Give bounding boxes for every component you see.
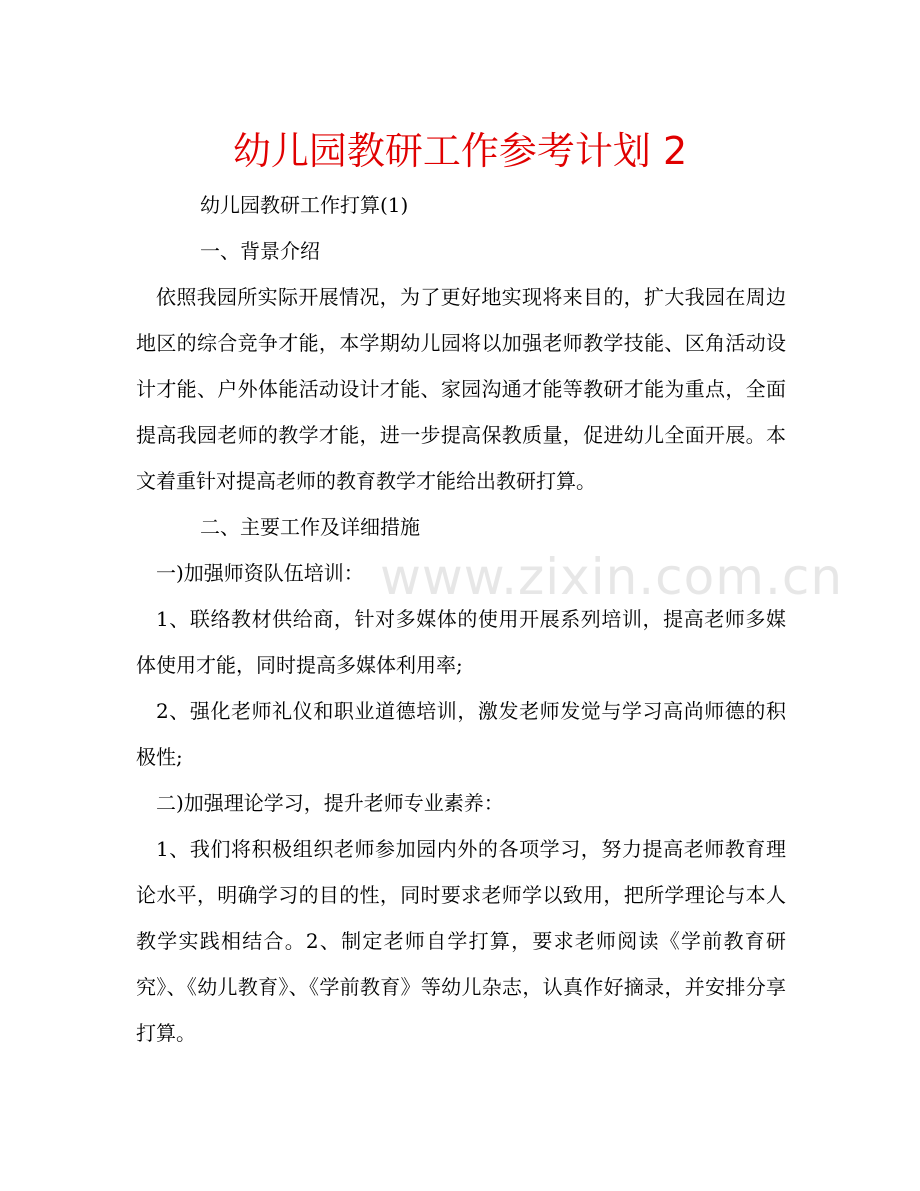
section-heading: 一、背景介绍 bbox=[200, 239, 320, 263]
document-title: 幼儿园教研工作参考计划 2 bbox=[232, 129, 688, 173]
section-heading: 幼儿园教研工作打算(1) bbox=[200, 193, 409, 217]
body-paragraph: 1、联络教材供给商，针对多媒体的使用开展系列培训，提高老师多媒体使用才能，同时提高多媒体利用率; bbox=[136, 607, 786, 677]
watermark: www.zixin.com.cn bbox=[380, 548, 844, 606]
body-paragraph: 1、我们将积极组织老师参加园内外的各项学习，努力提高老师教育理论水平，明确学习的目的性，同时要求老师学以致用，把所学理论与本人教学实践相结合。2、制定老师自学打算，要求老师阅读《学前教育研究》、《幼儿教育》、《学前教育》等幼儿杂志，认真作好摘录，并安排分享打算。 bbox=[136, 837, 786, 1045]
section-heading: 二、主要工作及详细措施 bbox=[200, 515, 420, 539]
body-paragraph: 2、强化老师礼仪和职业道德培训，激发老师发觉与学习高尚师德的积极性; bbox=[136, 699, 786, 769]
body-paragraph: 一)加强师资队伍培训： bbox=[156, 561, 364, 585]
body-paragraph: 二)加强理论学习，提升老师专业素养： bbox=[156, 791, 504, 815]
body-paragraph: 依照我园所实际开展情况，为了更好地实现将来目的，扩大我园在周边地区的综合竞争才能，本学期幼儿园将以加强老师教学技能、区角活动设计才能、户外体能活动设计才能、家园沟通才能等教研才能为重点，全面提高我园老师的教学才能，进一步提高保教质量，促进幼儿全面开展。本文着重针对提高老师的教育教学才能给出教研打算。 bbox=[136, 285, 786, 493]
document-body bbox=[136, 182, 786, 1056]
